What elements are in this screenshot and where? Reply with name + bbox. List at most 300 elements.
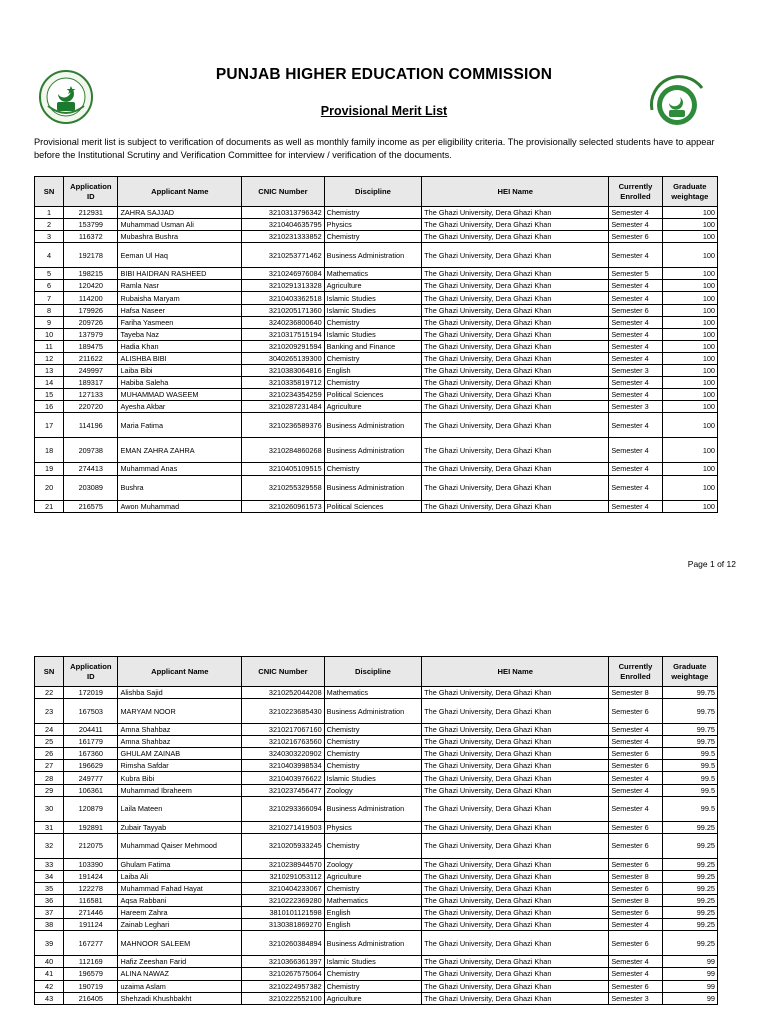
- cell-hei-name: The Ghazi University, Dera Ghazi Khan: [422, 821, 609, 833]
- cell-enrolled: Semester 3: [609, 992, 662, 1004]
- cell-hei-name: The Ghazi University, Dera Ghazi Khan: [422, 968, 609, 980]
- cell-sn: 40: [35, 956, 64, 968]
- cell-discipline: Chemistry: [324, 736, 422, 748]
- table-row: [35, 895, 718, 907]
- table-row: [35, 833, 718, 858]
- cell-applicant-name: Rubaisha Maryam: [118, 292, 242, 304]
- cell-weightage: 100: [662, 389, 717, 401]
- cell-application-id: 167277: [64, 931, 118, 956]
- cell-cnic: 3210404233067: [242, 882, 324, 894]
- cell-applicant-name: Shehzadi Khushbakht: [118, 992, 242, 1004]
- table-row: [35, 736, 718, 748]
- cell-hei-name: The Ghazi University, Dera Ghazi Khan: [422, 292, 609, 304]
- cell-application-id: 190719: [64, 980, 118, 992]
- cell-application-id: 249777: [64, 772, 118, 784]
- cell-discipline: Islamic Studies: [324, 328, 422, 340]
- page-title: PUNJAB HIGHER EDUCATION COMMISSION: [215, 66, 553, 83]
- cell-enrolled: Semester 6: [609, 907, 662, 919]
- cell-weightage: 99.25: [662, 919, 717, 931]
- table-row: [35, 919, 718, 931]
- col-header-sn: SN: [35, 177, 64, 207]
- cell-hei-name: The Ghazi University, Dera Ghazi Khan: [422, 724, 609, 736]
- col-header-discipline: Discipline: [324, 657, 422, 687]
- cell-enrolled: Semester 6: [609, 748, 662, 760]
- cell-weightage: 99.5: [662, 796, 717, 821]
- cell-applicant-name: Ghulam Fatima: [118, 858, 242, 870]
- table-row: [35, 463, 718, 475]
- cell-applicant-name: Muhammad Anas: [118, 463, 242, 475]
- cell-hei-name: The Ghazi University, Dera Ghazi Khan: [422, 919, 609, 931]
- cell-weightage: 99: [662, 992, 717, 1004]
- cell-enrolled: Semester 4: [609, 389, 662, 401]
- cell-weightage: 99: [662, 956, 717, 968]
- cell-discipline: Physics: [324, 219, 422, 231]
- cell-enrolled: Semester 4: [609, 352, 662, 364]
- cell-cnic: 3210317515194: [242, 328, 324, 340]
- cell-discipline: Islamic Studies: [324, 304, 422, 316]
- table-row: [35, 268, 718, 280]
- page-subtitle: Provisional Merit List: [320, 104, 448, 118]
- cell-discipline: Zoology: [324, 858, 422, 870]
- col-header-application-id: Application ID: [64, 657, 118, 687]
- cell-sn: 27: [35, 760, 64, 772]
- cell-sn: 39: [35, 931, 64, 956]
- cell-application-id: 114196: [64, 413, 118, 438]
- cell-cnic: 3210293366094: [242, 796, 324, 821]
- cell-enrolled: Semester 6: [609, 760, 662, 772]
- cell-hei-name: The Ghazi University, Dera Ghazi Khan: [422, 268, 609, 280]
- cell-application-id: 216575: [64, 500, 118, 512]
- cell-application-id: 198215: [64, 268, 118, 280]
- col-header-weightage: Graduate weightage: [662, 177, 717, 207]
- cell-discipline: Business Administration: [324, 931, 422, 956]
- cell-cnic: 3210246976084: [242, 268, 324, 280]
- table-row: [35, 992, 718, 1004]
- table-row: [35, 389, 718, 401]
- cell-applicant-name: BIBI HAIDRAN RASHEED: [118, 268, 242, 280]
- merit-table-page-2: [34, 656, 718, 1005]
- col-header-hei-name: HEI Name: [422, 657, 609, 687]
- cell-discipline: Business Administration: [324, 243, 422, 268]
- eligibility-notice: Provisional merit list is subject to verification of documents as well as monthly family income as per eligibility criteria. The provisionally selected students have to appear before the Institutional Scrutiny and Verification Committee for interview / verification of the documents.: [34, 137, 715, 160]
- cell-discipline: English: [324, 919, 422, 931]
- cell-sn: 37: [35, 907, 64, 919]
- cell-weightage: 99.5: [662, 748, 717, 760]
- cell-discipline: English: [324, 907, 422, 919]
- cell-application-id: 137979: [64, 328, 118, 340]
- cell-hei-name: The Ghazi University, Dera Ghazi Khan: [422, 316, 609, 328]
- table-row: [35, 760, 718, 772]
- cell-application-id: 196579: [64, 968, 118, 980]
- cell-enrolled: Semester 4: [609, 796, 662, 821]
- cell-application-id: 161779: [64, 736, 118, 748]
- cell-discipline: Agriculture: [324, 992, 422, 1004]
- cell-enrolled: Semester 6: [609, 931, 662, 956]
- table-row: [35, 292, 718, 304]
- cell-weightage: 100: [662, 231, 717, 243]
- table-row: [35, 352, 718, 364]
- cell-application-id: 114200: [64, 292, 118, 304]
- cell-applicant-name: Fariha Yasmeen: [118, 316, 242, 328]
- cell-application-id: 120879: [64, 796, 118, 821]
- cell-weightage: 99.5: [662, 760, 717, 772]
- cell-application-id: 122278: [64, 882, 118, 894]
- col-header-applicant-name: Applicant Name: [118, 177, 242, 207]
- cell-discipline: Agriculture: [324, 870, 422, 882]
- cell-enrolled: Semester 4: [609, 463, 662, 475]
- cell-sn: 41: [35, 968, 64, 980]
- cell-cnic: 3210313796342: [242, 207, 324, 219]
- cell-applicant-name: Awon Muhammad: [118, 500, 242, 512]
- cell-discipline: Agriculture: [324, 280, 422, 292]
- cell-hei-name: The Ghazi University, Dera Ghazi Khan: [422, 438, 609, 463]
- cell-weightage: 100: [662, 280, 717, 292]
- cell-application-id: 192891: [64, 821, 118, 833]
- cell-discipline: Chemistry: [324, 760, 422, 772]
- cell-cnic: 3210403976622: [242, 772, 324, 784]
- cell-hei-name: The Ghazi University, Dera Ghazi Khan: [422, 895, 609, 907]
- cell-application-id: 112169: [64, 956, 118, 968]
- cell-hei-name: The Ghazi University, Dera Ghazi Khan: [422, 870, 609, 882]
- cell-cnic: 3210253771462: [242, 243, 324, 268]
- cell-sn: 7: [35, 292, 64, 304]
- cell-applicant-name: MUHAMMAD WASEEM: [118, 389, 242, 401]
- cell-cnic: 3210291053112: [242, 870, 324, 882]
- cell-weightage: 99.25: [662, 821, 717, 833]
- cell-weightage: 99.5: [662, 784, 717, 796]
- cell-enrolled: Semester 6: [609, 882, 662, 894]
- cell-cnic: 3210205933245: [242, 833, 324, 858]
- cell-cnic: 3210222369280: [242, 895, 324, 907]
- cell-enrolled: Semester 4: [609, 736, 662, 748]
- cell-sn: 28: [35, 772, 64, 784]
- table-row: [35, 724, 718, 736]
- cell-application-id: 191124: [64, 919, 118, 931]
- cell-hei-name: The Ghazi University, Dera Ghazi Khan: [422, 858, 609, 870]
- table-row: [35, 907, 718, 919]
- cell-sn: 24: [35, 724, 64, 736]
- cell-sn: 2: [35, 219, 64, 231]
- col-header-discipline: Discipline: [324, 177, 422, 207]
- cell-sn: 20: [35, 475, 64, 500]
- table-row: [35, 968, 718, 980]
- cell-enrolled: Semester 5: [609, 268, 662, 280]
- cell-weightage: 100: [662, 340, 717, 352]
- cell-hei-name: The Ghazi University, Dera Ghazi Khan: [422, 500, 609, 512]
- table-row: [35, 243, 718, 268]
- cell-hei-name: The Ghazi University, Dera Ghazi Khan: [422, 243, 609, 268]
- cell-application-id: 216405: [64, 992, 118, 1004]
- cell-enrolled: Semester 4: [609, 328, 662, 340]
- cell-applicant-name: Muhammad Usman Ali: [118, 219, 242, 231]
- cell-applicant-name: Hafiz Zeeshan Farid: [118, 956, 242, 968]
- cell-application-id: 116581: [64, 895, 118, 907]
- cell-discipline: Chemistry: [324, 463, 422, 475]
- cell-discipline: Islamic Studies: [324, 292, 422, 304]
- cell-applicant-name: Laiba Ali: [118, 870, 242, 882]
- cell-sn: 8: [35, 304, 64, 316]
- cell-enrolled: Semester 4: [609, 784, 662, 796]
- cell-applicant-name: Eeman Ul Haq: [118, 243, 242, 268]
- cell-cnic: 3210236589376: [242, 413, 324, 438]
- table-row: [35, 365, 718, 377]
- table-row: [35, 401, 718, 413]
- cell-application-id: 167360: [64, 748, 118, 760]
- cell-sn: 31: [35, 821, 64, 833]
- cell-applicant-name: Ramla Nasr: [118, 280, 242, 292]
- cell-applicant-name: Hareem Zahra: [118, 907, 242, 919]
- cell-sn: 16: [35, 401, 64, 413]
- cell-application-id: 203089: [64, 475, 118, 500]
- cell-sn: 18: [35, 438, 64, 463]
- cell-weightage: 100: [662, 352, 717, 364]
- cell-sn: 4: [35, 243, 64, 268]
- table-row: [35, 231, 718, 243]
- cell-enrolled: Semester 6: [609, 980, 662, 992]
- cell-hei-name: The Ghazi University, Dera Ghazi Khan: [422, 748, 609, 760]
- cell-cnic: 3210252044208: [242, 687, 324, 699]
- cell-discipline: Chemistry: [324, 316, 422, 328]
- cell-weightage: 99.25: [662, 870, 717, 882]
- col-header-weightage: Graduate weightage: [662, 657, 717, 687]
- cell-cnic: 3040265139300: [242, 352, 324, 364]
- cell-application-id: 212075: [64, 833, 118, 858]
- cell-discipline: Chemistry: [324, 980, 422, 992]
- cell-applicant-name: Kubra Bibi: [118, 772, 242, 784]
- cell-cnic: 3240236800640: [242, 316, 324, 328]
- table-row: [35, 413, 718, 438]
- cell-sn: 23: [35, 699, 64, 724]
- table-row: [35, 316, 718, 328]
- cell-cnic: 3240303220902: [242, 748, 324, 760]
- table-row: [35, 882, 718, 894]
- cell-hei-name: The Ghazi University, Dera Ghazi Khan: [422, 760, 609, 772]
- table-row: [35, 377, 718, 389]
- table-row: [35, 438, 718, 463]
- cell-applicant-name: Muhammad Fahad Hayat: [118, 882, 242, 894]
- cell-application-id: 189475: [64, 340, 118, 352]
- cell-cnic: 3210260384894: [242, 931, 324, 956]
- cell-applicant-name: Maria Fatima: [118, 413, 242, 438]
- cell-application-id: 192178: [64, 243, 118, 268]
- table-row: [35, 687, 718, 699]
- cell-sn: 1: [35, 207, 64, 219]
- cell-cnic: 3210237456477: [242, 784, 324, 796]
- cell-applicant-name: Alishba Sajid: [118, 687, 242, 699]
- col-header-applicant-name: Applicant Name: [118, 657, 242, 687]
- cell-weightage: 100: [662, 268, 717, 280]
- cell-enrolled: Semester 3: [609, 401, 662, 413]
- cell-weightage: 100: [662, 413, 717, 438]
- cell-enrolled: Semester 8: [609, 870, 662, 882]
- cell-cnic: 3210260961573: [242, 500, 324, 512]
- table-header-row: [35, 177, 718, 207]
- cell-sn: 32: [35, 833, 64, 858]
- col-header-enrolled: Currently Enrolled: [609, 177, 662, 207]
- cell-application-id: 274413: [64, 463, 118, 475]
- cell-application-id: 191424: [64, 870, 118, 882]
- cell-sn: 17: [35, 413, 64, 438]
- cell-weightage: 99.25: [662, 895, 717, 907]
- cell-discipline: Chemistry: [324, 882, 422, 894]
- cell-cnic: 3210383064816: [242, 365, 324, 377]
- cell-weightage: 100: [662, 304, 717, 316]
- cell-enrolled: Semester 6: [609, 821, 662, 833]
- cell-hei-name: The Ghazi University, Dera Ghazi Khan: [422, 413, 609, 438]
- cell-discipline: Chemistry: [324, 724, 422, 736]
- cell-discipline: Business Administration: [324, 699, 422, 724]
- cell-enrolled: Semester 4: [609, 724, 662, 736]
- cell-hei-name: The Ghazi University, Dera Ghazi Khan: [422, 772, 609, 784]
- cell-application-id: 120420: [64, 280, 118, 292]
- cell-weightage: 100: [662, 207, 717, 219]
- cell-applicant-name: MAHNOOR SALEEM: [118, 931, 242, 956]
- cell-cnic: 3210238944570: [242, 858, 324, 870]
- cell-applicant-name: MARYAM NOOR: [118, 699, 242, 724]
- cell-discipline: Chemistry: [324, 968, 422, 980]
- cell-sn: 25: [35, 736, 64, 748]
- cell-sn: 15: [35, 389, 64, 401]
- cell-discipline: Political Sciences: [324, 500, 422, 512]
- cell-sn: 6: [35, 280, 64, 292]
- cell-weightage: 100: [662, 328, 717, 340]
- cell-discipline: Chemistry: [324, 352, 422, 364]
- cell-weightage: 100: [662, 500, 717, 512]
- cell-applicant-name: Muhammad Ibraheem: [118, 784, 242, 796]
- cell-weightage: 100: [662, 438, 717, 463]
- cell-sn: 22: [35, 687, 64, 699]
- cell-applicant-name: Zainab Leghari: [118, 919, 242, 931]
- col-header-cnic: CNIC Number: [242, 657, 324, 687]
- cell-weightage: 100: [662, 292, 717, 304]
- cell-enrolled: Semester 6: [609, 231, 662, 243]
- cell-applicant-name: GHULAM ZAINAB: [118, 748, 242, 760]
- cell-applicant-name: Rimsha Safdar: [118, 760, 242, 772]
- cell-enrolled: Semester 4: [609, 413, 662, 438]
- table-row: [35, 870, 718, 882]
- cell-cnic: 3210405109515: [242, 463, 324, 475]
- cell-discipline: English: [324, 365, 422, 377]
- cell-hei-name: The Ghazi University, Dera Ghazi Khan: [422, 992, 609, 1004]
- cell-hei-name: The Ghazi University, Dera Ghazi Khan: [422, 377, 609, 389]
- cell-enrolled: Semester 3: [609, 365, 662, 377]
- cell-application-id: 179926: [64, 304, 118, 316]
- cell-applicant-name: ZAHRA SAJJAD: [118, 207, 242, 219]
- cell-cnic: 3210335819712: [242, 377, 324, 389]
- cell-applicant-name: Laiba Bibi: [118, 365, 242, 377]
- cell-hei-name: The Ghazi University, Dera Ghazi Khan: [422, 280, 609, 292]
- cell-enrolled: Semester 4: [609, 500, 662, 512]
- cell-hei-name: The Ghazi University, Dera Ghazi Khan: [422, 207, 609, 219]
- cell-sn: 5: [35, 268, 64, 280]
- cell-enrolled: Semester 4: [609, 316, 662, 328]
- cell-application-id: 106361: [64, 784, 118, 796]
- cell-application-id: 127133: [64, 389, 118, 401]
- cell-applicant-name: Hafsa Naseer: [118, 304, 242, 316]
- cell-applicant-name: Laila Mateen: [118, 796, 242, 821]
- cell-application-id: 167503: [64, 699, 118, 724]
- cell-cnic: 3210271419503: [242, 821, 324, 833]
- cell-cnic: 3210403998534: [242, 760, 324, 772]
- cell-weightage: 99: [662, 980, 717, 992]
- table-header-row: [35, 657, 718, 687]
- cell-enrolled: Semester 6: [609, 858, 662, 870]
- page-number: Page 1 of 12: [687, 559, 736, 569]
- table-row: [35, 207, 718, 219]
- cell-applicant-name: Aqsa Rabbani: [118, 895, 242, 907]
- cell-discipline: Mathematics: [324, 687, 422, 699]
- cell-cnic: 3210216763560: [242, 736, 324, 748]
- cell-hei-name: The Ghazi University, Dera Ghazi Khan: [422, 389, 609, 401]
- cell-sn: 21: [35, 500, 64, 512]
- cell-applicant-name: EMAN ZAHRA ZAHRA: [118, 438, 242, 463]
- cell-weightage: 100: [662, 475, 717, 500]
- cell-weightage: 99.5: [662, 772, 717, 784]
- cell-cnic: 3210403362518: [242, 292, 324, 304]
- table-row: [35, 931, 718, 956]
- cell-application-id: 249997: [64, 365, 118, 377]
- cell-applicant-name: Muhammad Qaiser Mehmood: [118, 833, 242, 858]
- cell-applicant-name: Habiba Saleha: [118, 377, 242, 389]
- cell-cnic: 3810101121598: [242, 907, 324, 919]
- cell-weightage: 99.75: [662, 699, 717, 724]
- cell-weightage: 100: [662, 377, 717, 389]
- cell-hei-name: The Ghazi University, Dera Ghazi Khan: [422, 401, 609, 413]
- cell-hei-name: The Ghazi University, Dera Ghazi Khan: [422, 796, 609, 821]
- cell-hei-name: The Ghazi University, Dera Ghazi Khan: [422, 833, 609, 858]
- cell-discipline: Islamic Studies: [324, 772, 422, 784]
- cell-cnic: 3210222552100: [242, 992, 324, 1004]
- cell-hei-name: The Ghazi University, Dera Ghazi Khan: [422, 882, 609, 894]
- cell-applicant-name: Amna Shahbaz: [118, 724, 242, 736]
- cell-enrolled: Semester 8: [609, 895, 662, 907]
- cell-hei-name: The Ghazi University, Dera Ghazi Khan: [422, 699, 609, 724]
- cell-hei-name: The Ghazi University, Dera Ghazi Khan: [422, 931, 609, 956]
- cell-sn: 14: [35, 377, 64, 389]
- cell-hei-name: The Ghazi University, Dera Ghazi Khan: [422, 980, 609, 992]
- cell-cnic: 3210287231484: [242, 401, 324, 413]
- cell-application-id: 212931: [64, 207, 118, 219]
- cell-weightage: 99.25: [662, 833, 717, 858]
- cell-applicant-name: Bushra: [118, 475, 242, 500]
- cell-hei-name: The Ghazi University, Dera Ghazi Khan: [422, 736, 609, 748]
- cell-sn: 19: [35, 463, 64, 475]
- cell-sn: 35: [35, 882, 64, 894]
- cell-discipline: Agriculture: [324, 401, 422, 413]
- cell-weightage: 100: [662, 365, 717, 377]
- table-row: [35, 784, 718, 796]
- cell-cnic: 3210209291594: [242, 340, 324, 352]
- cell-enrolled: Semester 4: [609, 340, 662, 352]
- cell-enrolled: Semester 4: [609, 219, 662, 231]
- cell-enrolled: Semester 4: [609, 956, 662, 968]
- cell-cnic: 3210255329558: [242, 475, 324, 500]
- table-row: [35, 328, 718, 340]
- cell-weightage: 100: [662, 463, 717, 475]
- col-header-application-id: Application ID: [64, 177, 118, 207]
- col-header-sn: SN: [35, 657, 64, 687]
- cell-weightage: 99.25: [662, 907, 717, 919]
- table-row: [35, 796, 718, 821]
- table-row: [35, 475, 718, 500]
- cell-sn: 38: [35, 919, 64, 931]
- cell-application-id: 103390: [64, 858, 118, 870]
- cell-discipline: Business Administration: [324, 438, 422, 463]
- cell-cnic: 3210366361397: [242, 956, 324, 968]
- cell-discipline: Banking and Finance: [324, 340, 422, 352]
- cell-weightage: 100: [662, 401, 717, 413]
- cell-sn: 29: [35, 784, 64, 796]
